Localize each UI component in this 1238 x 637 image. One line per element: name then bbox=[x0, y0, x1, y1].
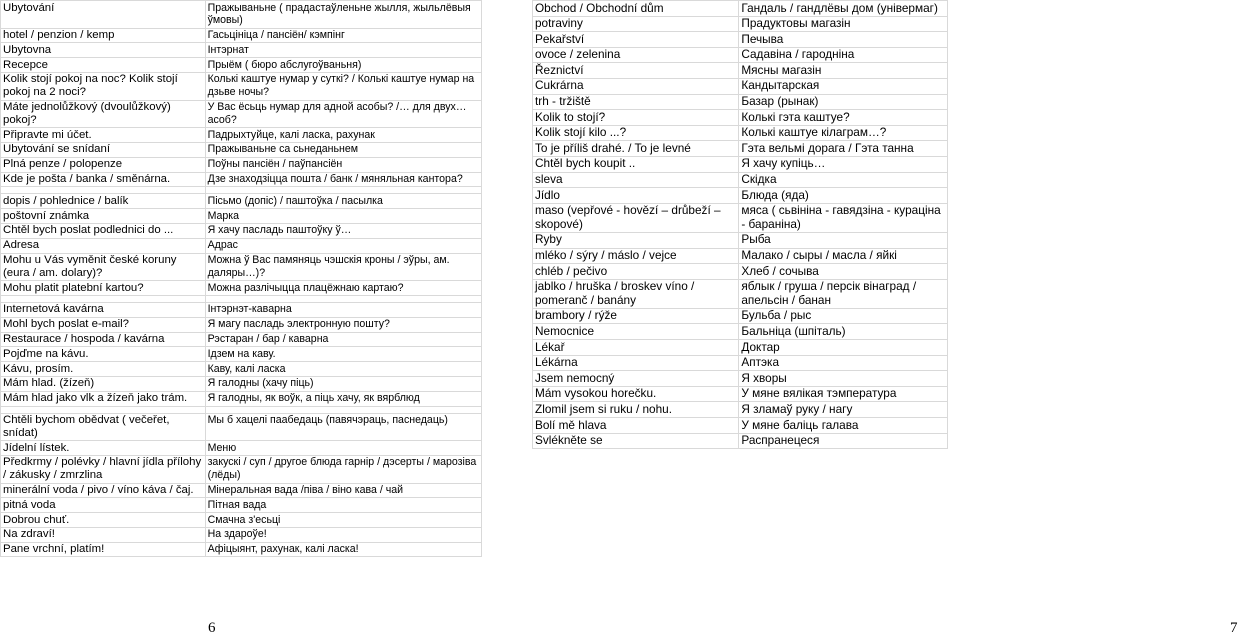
czech-phrase: Pojďme na kávu. bbox=[1, 347, 206, 362]
phrase-row bbox=[533, 203, 948, 232]
belarusian-phrase: яблык / груша / персік вінаград / апельсін / банан bbox=[739, 279, 948, 308]
belarusian-phrase: Колькі каштуе нумар у суткі? / Колькі каштуе нумар на дзьве ночы? bbox=[205, 72, 481, 100]
belarusian-phrase: Я магу пасладь электронную пошту? bbox=[205, 317, 481, 332]
phrase-row bbox=[1, 347, 482, 362]
belarusian-phrase: Садавіна / гародніна bbox=[739, 47, 948, 63]
czech-phrase: Dobrou chuť. bbox=[1, 513, 206, 528]
phrase-row bbox=[533, 248, 948, 264]
czech-phrase: Mám vysokou horečku. bbox=[533, 386, 739, 402]
phrase-row bbox=[1, 43, 482, 58]
belarusian-phrase: Пражываньне са сьнеданьнем bbox=[205, 142, 481, 157]
belarusian-phrase: Прыём ( бюро абслугоўваньня) bbox=[205, 58, 481, 73]
belarusian-phrase: Печыва bbox=[739, 32, 948, 48]
czech-phrase: Pane vrchní, platím! bbox=[1, 542, 206, 557]
belarusian-phrase: Пітная вада bbox=[205, 498, 481, 513]
belarusian-phrase: Я галодны (хачу піць) bbox=[205, 376, 481, 391]
czech-phrase: chléb / pečivo bbox=[533, 264, 739, 280]
belarusian-phrase: Можна ў Вас памяняць чэшскія кроны / эўры, ам. даляры…)? bbox=[205, 253, 481, 281]
phrase-row bbox=[533, 324, 948, 340]
czech-phrase: Chtěli bychom obědvat ( večeřet, snídat) bbox=[1, 413, 206, 441]
czech-phrase: Kolik stojí pokoj na noc? Kolik stojí pokoj na 2 noci? bbox=[1, 72, 206, 100]
czech-phrase: Ubytování se snídaní bbox=[1, 142, 206, 157]
czech-phrase: To je příliš drahé. / To je levné bbox=[533, 141, 739, 157]
phrase-row bbox=[1, 332, 482, 347]
phrase-row bbox=[1, 376, 482, 391]
phrase-row bbox=[533, 355, 948, 371]
belarusian-phrase: Інтэрнат bbox=[205, 43, 481, 58]
czech-phrase: Chtěl bych poslat podlednici do ... bbox=[1, 223, 206, 238]
page-number-right: 7 bbox=[1230, 620, 1238, 636]
spacer-cell bbox=[205, 187, 481, 194]
czech-phrase: jablko / hruška / broskev víno / pomeranč / banány bbox=[533, 279, 739, 308]
czech-phrase: Lékař bbox=[533, 340, 739, 356]
czech-phrase: brambory / rýže bbox=[533, 308, 739, 324]
czech-phrase: Jsem nemocný bbox=[533, 371, 739, 387]
czech-phrase: Kolik to stojí? bbox=[533, 110, 739, 126]
czech-phrase: Jídlo bbox=[533, 188, 739, 204]
phrase-row bbox=[1, 498, 482, 513]
belarusian-phrase: Прадуктовы магазін bbox=[739, 16, 948, 32]
belarusian-phrase: Я хачу пасладь паштоўку ў… bbox=[205, 223, 481, 238]
belarusian-phrase: Меню bbox=[205, 441, 481, 456]
phrase-row bbox=[533, 279, 948, 308]
phrase-row bbox=[533, 94, 948, 110]
czech-phrase: Bolí mě hlava bbox=[533, 418, 739, 434]
spacer-row bbox=[1, 187, 482, 194]
czech-phrase: Na zdraví! bbox=[1, 527, 206, 542]
belarusian-phrase: Аптэка bbox=[739, 355, 948, 371]
czech-phrase: Řeznictví bbox=[533, 63, 739, 79]
belarusian-phrase: Дзе знаходзіцца пошта / банк / мяняльная кантора? bbox=[205, 172, 481, 187]
belarusian-phrase: Колькі каштуе кілаграм…? bbox=[739, 125, 948, 141]
phrase-row bbox=[533, 264, 948, 280]
belarusian-phrase: Колькі гэта каштуе? bbox=[739, 110, 948, 126]
phrase-row bbox=[533, 232, 948, 248]
belarusian-phrase: Я зламаў руку / нагу bbox=[739, 402, 948, 418]
belarusian-phrase: Гандаль / гандлёвы дом (універмаг) bbox=[739, 1, 948, 17]
phrase-row bbox=[533, 110, 948, 126]
czech-phrase: Recepce bbox=[1, 58, 206, 73]
belarusian-phrase: Кандытарская bbox=[739, 78, 948, 94]
right-page bbox=[488, 0, 1238, 637]
phrase-row bbox=[1, 1, 482, 29]
czech-phrase: maso (vepřové - hovězí – drůbeží – skopové) bbox=[533, 203, 739, 232]
belarusian-phrase: Базар (рынак) bbox=[739, 94, 948, 110]
belarusian-phrase: Блюда (ядa) bbox=[739, 188, 948, 204]
belarusian-phrase: Можна разлічыцца плацёжнаю картаю? bbox=[205, 281, 481, 296]
phrase-row bbox=[1, 28, 482, 43]
phrase-row bbox=[533, 1, 948, 17]
belarusian-phrase: Пісьмо (допіс) / паштоўка / пасылка bbox=[205, 194, 481, 209]
belarusian-phrase: Мы б хацелі паабедаць (павячэраць, паснедаць) bbox=[205, 413, 481, 441]
phrase-row bbox=[1, 281, 482, 296]
spacer-row bbox=[1, 295, 482, 302]
phrase-row bbox=[1, 362, 482, 377]
phrase-row bbox=[533, 141, 948, 157]
spacer-row bbox=[1, 406, 482, 413]
phrase-row bbox=[1, 223, 482, 238]
belarusian-phrase: Марка bbox=[205, 209, 481, 224]
belarusian-phrase: Хлеб / сочыва bbox=[739, 264, 948, 280]
phrase-row bbox=[533, 172, 948, 188]
belarusian-phrase: закускі / суп / другое блюда гарнір / дэсерты / марозіва (лёды) bbox=[205, 455, 481, 483]
phrase-row bbox=[1, 527, 482, 542]
belarusian-phrase: Інтэрнэт-каварна bbox=[205, 302, 481, 317]
czech-phrase: Zlomil jsem si ruku / nohu. bbox=[533, 402, 739, 418]
phrase-row bbox=[533, 47, 948, 63]
belarusian-phrase: Малако / сыры / масла / яйкі bbox=[739, 248, 948, 264]
czech-phrase: Obchod / Obchodní dům bbox=[533, 1, 739, 17]
czech-phrase: hotel / penzion / kemp bbox=[1, 28, 206, 43]
belarusian-phrase: Я галодны, як воўк, а піць хачу, як вярблюд bbox=[205, 391, 481, 406]
phrase-row bbox=[1, 253, 482, 281]
czech-phrase: Ryby bbox=[533, 232, 739, 248]
czech-phrase: trh - tržiště bbox=[533, 94, 739, 110]
belarusian-phrase: мяса ( сьвініна - гавядзіна - курацiна - бараніна) bbox=[739, 203, 948, 232]
left-page bbox=[0, 0, 490, 637]
belarusian-phrase: Рэстаран / бар / каварна bbox=[205, 332, 481, 347]
phrase-row bbox=[1, 157, 482, 172]
phrase-row bbox=[1, 302, 482, 317]
phrase-row bbox=[533, 340, 948, 356]
belarusian-phrase: Мясны магазін bbox=[739, 63, 948, 79]
phrase-row bbox=[1, 58, 482, 73]
czech-phrase: pitná voda bbox=[1, 498, 206, 513]
phrase-row bbox=[1, 455, 482, 483]
czech-phrase: Nemocnice bbox=[533, 324, 739, 340]
belarusian-phrase: Я хачу купіць… bbox=[739, 156, 948, 172]
belarusian-phrase: Ідзем на каву. bbox=[205, 347, 481, 362]
belarusian-phrase: Гасьцініца / пансіён/ кэмпінг bbox=[205, 28, 481, 43]
spacer-cell bbox=[1, 295, 206, 302]
phrase-row bbox=[1, 128, 482, 143]
page-number-left: 6 bbox=[208, 620, 216, 636]
belarusian-phrase: Бульба / рыс bbox=[739, 308, 948, 324]
czech-phrase: Mám hlad. (žízeň) bbox=[1, 376, 206, 391]
phrase-row bbox=[533, 402, 948, 418]
czech-phrase: Předkrmy / polévky / hlavní jídla přílohy / zákusky / zmrzlina bbox=[1, 455, 206, 483]
czech-phrase: Mohl bych poslat e-mail? bbox=[1, 317, 206, 332]
belarusian-phrase: Бальніца (шпіталь) bbox=[739, 324, 948, 340]
belarusian-phrase: Мінеральная вада /піва / віно кава / чай bbox=[205, 483, 481, 498]
czech-phrase: Plná penze / polopenze bbox=[1, 157, 206, 172]
czech-phrase: Svlékněte se bbox=[533, 433, 739, 449]
phrase-row bbox=[1, 100, 482, 128]
phrase-row bbox=[533, 16, 948, 32]
phrase-row bbox=[533, 188, 948, 204]
phrase-row bbox=[533, 371, 948, 387]
czech-phrase: Kolik stojí kilo ...? bbox=[533, 125, 739, 141]
phrase-row bbox=[1, 413, 482, 441]
czech-phrase: minerální voda / pivo / víno káva / čaj. bbox=[1, 483, 206, 498]
phrase-row bbox=[533, 156, 948, 172]
czech-phrase: Cukrárna bbox=[533, 78, 739, 94]
belarusian-phrase: Смачна з'есьці bbox=[205, 513, 481, 528]
czech-phrase: potraviny bbox=[533, 16, 739, 32]
phrase-row bbox=[533, 433, 948, 449]
phrase-row bbox=[1, 441, 482, 456]
phrase-row bbox=[533, 78, 948, 94]
czech-phrase: sleva bbox=[533, 172, 739, 188]
phrase-row bbox=[1, 483, 482, 498]
czech-phrase: poštovní známka bbox=[1, 209, 206, 224]
czech-phrase: Ubytování bbox=[1, 1, 206, 29]
phrasebook-table-left bbox=[0, 0, 482, 557]
phrase-row bbox=[533, 125, 948, 141]
belarusian-phrase: Афіцыянт, рахунак, калі ласка! bbox=[205, 542, 481, 557]
belarusian-phrase: Рыба bbox=[739, 232, 948, 248]
phrase-row bbox=[533, 418, 948, 434]
phrase-row bbox=[1, 194, 482, 209]
czech-phrase: Mám hlad jako vlk a žízeň jako trám. bbox=[1, 391, 206, 406]
belarusian-phrase: Доктар bbox=[739, 340, 948, 356]
phrase-row bbox=[1, 142, 482, 157]
czech-phrase: Pekařství bbox=[533, 32, 739, 48]
belarusian-phrase: У мяне баліць галава bbox=[739, 418, 948, 434]
czech-phrase: ovoce / zelenina bbox=[533, 47, 739, 63]
phrase-row bbox=[1, 513, 482, 528]
phrase-row bbox=[1, 391, 482, 406]
phrase-row bbox=[1, 238, 482, 253]
belarusian-phrase: На здароўе! bbox=[205, 527, 481, 542]
czech-phrase: Ubytovna bbox=[1, 43, 206, 58]
czech-phrase: Máte jednolůžkový (dvoulůžkový) pokoj? bbox=[1, 100, 206, 128]
czech-phrase: Připravte mi účet. bbox=[1, 128, 206, 143]
phrase-row bbox=[533, 308, 948, 324]
czech-phrase: mléko / sýry / máslo / vejce bbox=[533, 248, 739, 264]
czech-phrase: dopis / pohlednice / balík bbox=[1, 194, 206, 209]
belarusian-phrase: Скідка bbox=[739, 172, 948, 188]
phrase-row bbox=[1, 209, 482, 224]
spacer-cell bbox=[205, 406, 481, 413]
belarusian-phrase: Я хворы bbox=[739, 371, 948, 387]
czech-phrase: Internetová kavárna bbox=[1, 302, 206, 317]
phrase-row bbox=[1, 317, 482, 332]
czech-phrase: Adresa bbox=[1, 238, 206, 253]
czech-phrase: Kávu, prosím. bbox=[1, 362, 206, 377]
spacer-cell bbox=[1, 187, 206, 194]
czech-phrase: Mohu u Vás vyměnit české koruny (eura / am. dolary)? bbox=[1, 253, 206, 281]
belarusian-phrase: Распранецеся bbox=[739, 433, 948, 449]
spacer-cell bbox=[205, 295, 481, 302]
czech-phrase: Kde je pošta / banka / směnárna. bbox=[1, 172, 206, 187]
czech-phrase: Mohu platit platební kartou? bbox=[1, 281, 206, 296]
belarusian-phrase: Пражываньне ( прадастаўленьне жылля, жыльлёвыя ўмовы) bbox=[205, 1, 481, 29]
belarusian-phrase: Поўны пансіён / паўпансіён bbox=[205, 157, 481, 172]
phrasebook-table-right bbox=[532, 0, 948, 449]
czech-phrase: Restaurace / hospoda / kavárna bbox=[1, 332, 206, 347]
belarusian-phrase: Адрас bbox=[205, 238, 481, 253]
spacer-cell bbox=[1, 406, 206, 413]
phrase-row bbox=[533, 63, 948, 79]
belarusian-phrase: У мяне вялікая тэмпература bbox=[739, 386, 948, 402]
czech-phrase: Chtěl bych koupit .. bbox=[533, 156, 739, 172]
belarusian-phrase: Гэта вельмі дорага / Гэта танна bbox=[739, 141, 948, 157]
phrase-row bbox=[1, 72, 482, 100]
czech-phrase: Lékárna bbox=[533, 355, 739, 371]
phrase-row bbox=[1, 542, 482, 557]
czech-phrase: Jídelní lístek. bbox=[1, 441, 206, 456]
phrase-row bbox=[533, 32, 948, 48]
belarusian-phrase: Каву, калі ласка bbox=[205, 362, 481, 377]
phrase-row bbox=[533, 386, 948, 402]
phrase-row bbox=[1, 172, 482, 187]
belarusian-phrase: Падрыхтуйце, калі ласка, рахунак bbox=[205, 128, 481, 143]
belarusian-phrase: У Вас ёсьць нумар для адной асобы? /… для двух… асоб? bbox=[205, 100, 481, 128]
